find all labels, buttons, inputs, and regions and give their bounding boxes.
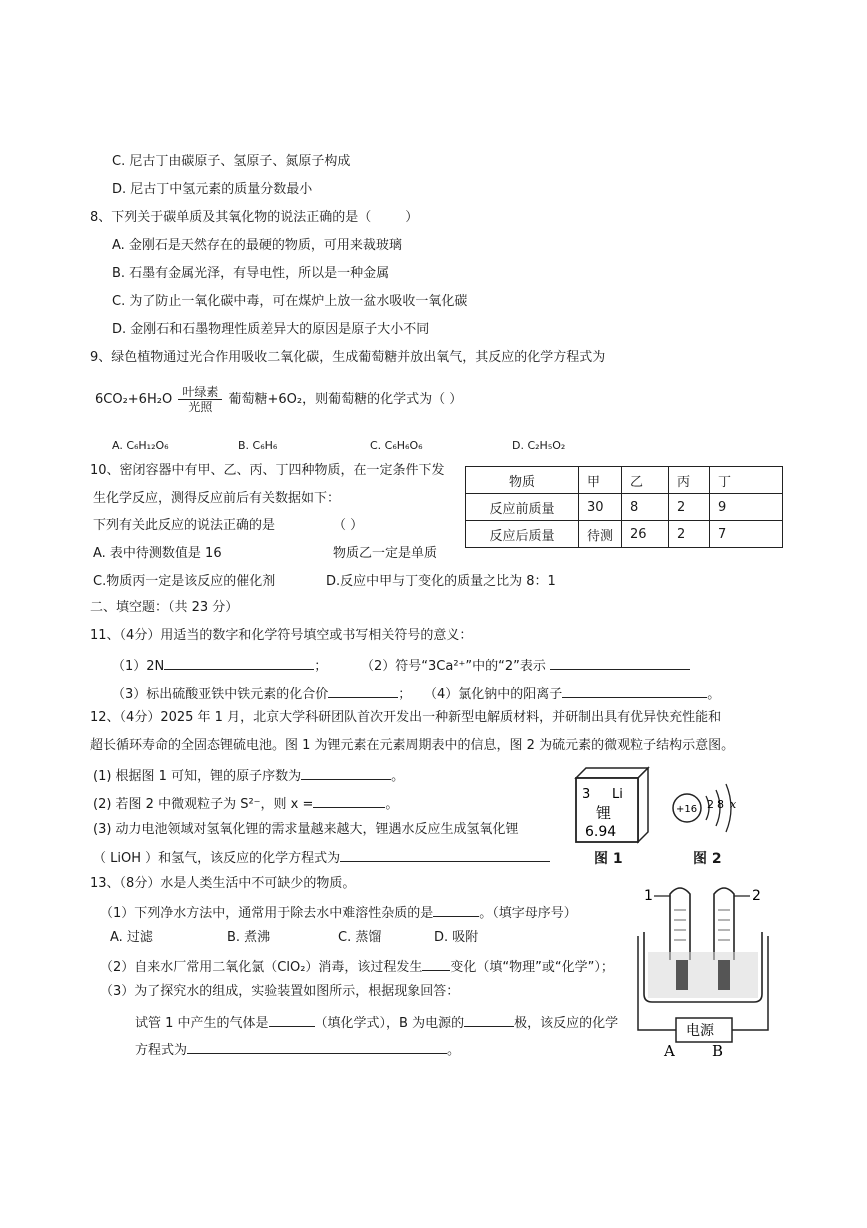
q13-part3-line1 [135,1012,618,1033]
table-header-cell: 物质 [466,467,579,494]
electrode-left [676,960,688,990]
nucleus-charge: +16 [676,804,698,815]
q11-part3-blank[interactable] [328,683,398,698]
q11-part4-blank[interactable] [562,683,707,698]
q12-part3-label: （ LiOH ）和氢气，该反应的化学方程式为 [93,851,341,866]
q9-eq-cond-bottom: 光照 [188,400,213,414]
table-cell: 7 [710,521,783,548]
q7-option-c: C. 尼古丁由碳原子、氢原子、氮原子构成 [112,154,351,169]
q13-part3-label-a: 试管 1 中产生的气体是 [135,1016,269,1031]
q13-stem: 13、（8分）水是人类生活中不可缺少的物质。 [90,876,356,891]
electrolysis-apparatus [630,880,780,1060]
table-header-row [466,467,783,494]
pole-b-label: B [712,1042,724,1060]
pole-a-label: A [664,1042,675,1060]
electrode-right [718,960,730,990]
q13-part1-label: （1）下列净水方法中，通常用于除去水中难溶性杂质的是 [100,906,434,921]
table-cell: 26 [622,521,669,548]
q10-option-d: D.反应中甲与丁变化的质量之比为 8：1 [326,574,556,589]
figure-1-caption: 图 1 [594,851,623,867]
q13-part3-line2 [135,1039,460,1060]
table-cell: 9 [710,494,783,521]
q11-stem: 11、（4分）用适当的数字和化学符号填空或书写相关符号的意义： [90,628,473,643]
sulfur-structure-diagram [670,774,750,844]
q8-stem [90,209,418,227]
q10-option-c: C.物质丙一定是该反应的催化剂 [93,574,276,589]
q9-equation [95,384,462,416]
q12-part2 [93,793,398,814]
q13-part3-punct: 。 [447,1043,461,1058]
q13-part2-label: （2）自来水厂常用二氧化氯（ClO₂）消毒，该过程发生 [100,960,423,975]
q12-part1 [93,765,404,786]
shell-3-electrons: x [730,798,737,811]
q11-part4-punct: 。 [707,687,721,702]
table-header-cell: 丁 [710,467,783,494]
table-cell: 反应前质量 [466,494,579,521]
q9-option-d: D. C₂H₅O₂ [512,439,566,452]
q11-part3 [112,683,411,704]
q11-part3-label: （3）标出硫酸亚铁中铁元素的化合价 [112,687,329,702]
q12-part2-blank[interactable] [313,793,385,808]
q9-option-b: B. C₆H₆ [238,439,278,452]
lithium-symbol: Li [612,787,623,802]
q9-option-c: C. C₆H₆O₆ [370,439,423,452]
table-cell: 反应后质量 [466,521,579,548]
q13-option-c: C. 蒸馏 [338,930,382,945]
shell-1-electrons: 2 [707,798,714,811]
tube-1-label: 1 [644,888,653,904]
water [648,952,758,998]
q13-option-d: D. 吸附 [434,930,479,945]
q12-part1-label: (1) 根据图 1 可知，锂的原子序数为 [93,769,302,784]
q13-equation-blank[interactable] [187,1039,447,1054]
shell-2-electrons: 8 [717,798,724,811]
q11-part4-label: （4）氯化钠中的阳离子 [424,687,563,702]
q13-pole-blank[interactable] [464,1012,514,1027]
q11-part2-label: （2）符号“3Ca²⁺”中的“2”表示 [361,659,546,674]
q8-option-d: D. 金刚石和石墨物理性质差异大的原因是原子大小不同 [112,322,430,337]
lithium-mass: 6.94 [585,824,617,840]
q10-answer-paren[interactable]: （ ） [333,518,364,533]
table-cell: 2 [669,494,710,521]
q13-part3-label-d: 方程式为 [135,1043,188,1058]
table-cell: 2 [669,521,710,548]
q12-part2-label: (2) 若图 2 中微观粒子为 S²⁻，则 x = [93,797,314,812]
test-tube-1 [670,888,690,960]
section-2-title: 二、填空题：（共 23 分） [90,600,239,615]
q11-part1 [112,655,327,676]
q10-line3: 下列有关此反应的说法正确的是 [93,518,276,533]
q11-part4 [424,683,720,704]
q10-option-b: 物质乙一定是单质 [333,546,438,561]
q12-line1: 12、（4分）2025 年 1 月，北京大学科研团队首次开发出一种新型电解质材料，并研制出具有优异快充性能和 [90,710,722,725]
q12-part2-punct: 。 [385,797,399,812]
table-row [466,521,783,548]
q9-eq-condition [178,385,222,414]
q12-part3-line1: (3) 动力电池领域对氢氧化锂的需求量越来越大，锂遇水反应生成氢氧化锂 [93,822,519,837]
lithium-name: 锂 [596,804,612,822]
q12-part1-punct: 。 [391,769,405,784]
q11-part1-blank[interactable] [164,655,314,670]
power-source-label: 电源 [686,1023,714,1039]
q13-part1-blank[interactable] [433,902,479,917]
q13-part2-blank[interactable] [422,956,450,971]
q8-option-a: A. 金刚石是天然存在的最硬的物质，可用来裁玻璃 [112,238,402,253]
q9-eq-reactants: 6CO₂+6H₂O [95,392,173,407]
q13-option-b: B. 煮沸 [227,930,271,945]
q13-part3-label-b: （填化学式），B 为电源的 [314,1016,465,1031]
table-cell: 待测 [579,521,622,548]
q9-stem: 9、绿色植物通过光合作用吸收二氧化碳，生成葡萄糖并放出氧气，其反应的化学方程式为 [90,350,606,365]
q9-option-a: A. C₆H₁₂O₆ [112,439,169,452]
table-header-cell: 丙 [669,467,710,494]
q8-option-b: B. 石墨有金属光泽，有导电性，所以是一种金属 [112,266,390,281]
q13-gas-blank[interactable] [269,1012,315,1027]
table-row [466,494,783,521]
table-cell: 8 [622,494,669,521]
q9-eq-products: 葡萄糖+6O₂ [228,392,303,407]
lithium-element-card [566,766,656,846]
q8-option-c: C. 为了防止一氧化碳中毒，可在煤炉上放一盆水吸收一氧化碳 [112,294,468,309]
table-header-cell: 乙 [622,467,669,494]
q13-part1-tail: 。（填字母序号） [479,906,577,921]
q11-part2-blank[interactable] [550,655,690,670]
q13-option-a: A. 过滤 [110,930,153,945]
q10-line1: 10、密闭容器中有甲、乙、丙、丁四种物质，在一定条件下发 [90,463,445,478]
q9-eq-tail: ，则葡萄糖的化学式为（ ） [302,392,463,407]
lithium-number: 3 [582,787,591,802]
q9-eq-cond-top: 叶绿素 [178,385,222,400]
q11-part1-label: （1）2N [112,659,165,674]
test-tube-2 [714,888,734,960]
q13-part3: （3）为了探究水的组成，实验装置如图所示，根据现象回答： [100,984,460,999]
table-header-cell: 甲 [579,467,622,494]
q10-option-a: A. 表中待测数值是 16 [93,546,222,561]
q8-stem-text: 8、下列关于碳单质及其氧化物的说法正确的是（ [90,210,372,225]
q8-stem-end: ） [405,210,419,225]
q12-part3-blank[interactable] [340,847,550,862]
q11-part3-punct: ； [398,687,412,702]
table-cell: 30 [579,494,622,521]
q12-part3-line2 [93,847,550,868]
q13-part1 [100,902,577,923]
q13-part2 [100,956,614,977]
q10-data-table [465,466,783,548]
q12-part1-blank[interactable] [301,765,391,780]
q11-part1-punct: ； [314,659,328,674]
q10-line2: 生化学反应，测得反应前后有关数据如下： [93,491,341,506]
q7-option-d: D. 尼古丁中氢元素的质量分数最小 [112,182,313,197]
figure-2-caption: 图 2 [693,851,722,867]
tube-2-label: 2 [752,888,761,904]
q13-part3-label-c: 极，该反应的化学 [514,1016,619,1031]
q13-part2-tail: 变化（填“物理”或“化学”）； [450,960,614,975]
q12-line2: 超长循环寿命的全固态锂硫电池。图 1 为锂元素在元素周期表中的信息，图 2 为硫元素的微观粒子结构示意图。 [90,738,735,753]
q11-part2 [361,655,690,676]
